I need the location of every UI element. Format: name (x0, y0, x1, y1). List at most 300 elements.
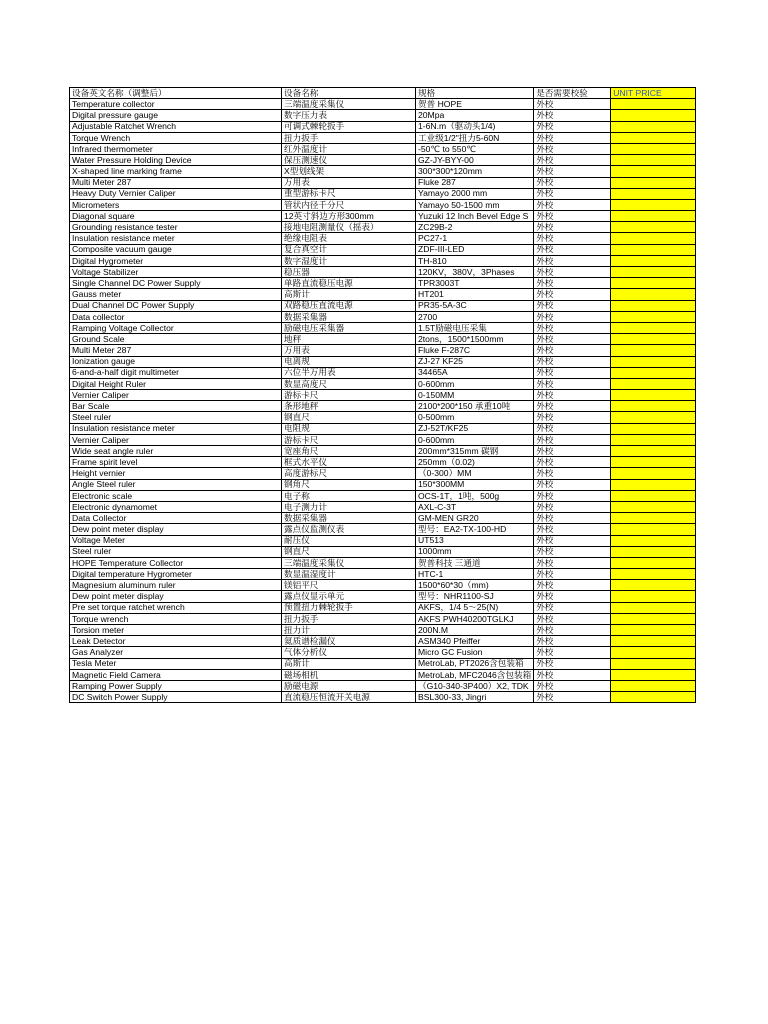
cell-spec[interactable]: 工业级1/2"扭力5-60N (416, 132, 534, 143)
cell-unit-price[interactable] (611, 457, 696, 468)
cell-spec[interactable]: Yuzuki 12 Inch Bevel Edge S (416, 211, 534, 222)
cell-calibration[interactable]: 外校 (534, 289, 611, 300)
cell-unit-price[interactable] (611, 199, 696, 210)
table-row (70, 535, 696, 546)
cell-spec[interactable]: UT513 (416, 535, 534, 546)
cell-calibration[interactable]: 外校 (534, 580, 611, 591)
cell-english-name[interactable]: Single Channel DC Power Supply (70, 278, 282, 289)
cell-spec[interactable]: -50℃ to 550℃ (416, 143, 534, 154)
cell-calibration[interactable]: 外校 (534, 557, 611, 568)
cell-calibration[interactable]: 外校 (534, 177, 611, 188)
cell-chinese-name[interactable]: 励磁电源 (282, 680, 416, 691)
cell-unit-price[interactable] (611, 378, 696, 389)
cell-unit-price[interactable] (611, 143, 696, 154)
cell-english-name[interactable]: Gas Analyzer (70, 647, 282, 658)
cell-unit-price[interactable] (611, 289, 696, 300)
cell-calibration[interactable]: 外校 (534, 155, 611, 166)
table-row (70, 468, 696, 479)
cell-unit-price[interactable] (611, 211, 696, 222)
cell-unit-price[interactable] (611, 569, 696, 580)
cell-spec[interactable]: PR35-5A-3C (416, 300, 534, 311)
cell-unit-price[interactable] (611, 267, 696, 278)
cell-spec[interactable]: ZDF-III-LED (416, 244, 534, 255)
cell-spec[interactable]: 20Mpa (416, 110, 534, 121)
cell-english-name[interactable]: Infrared thermometer (70, 143, 282, 154)
cell-calibration[interactable]: 外校 (534, 625, 611, 636)
table-row (70, 513, 696, 524)
cell-spec[interactable]: 120KV，380V，3Phases (416, 267, 534, 278)
cell-spec[interactable]: 250mm（0.02) (416, 457, 534, 468)
cell-calibration[interactable]: 外校 (534, 99, 611, 110)
table-row (70, 378, 696, 389)
cell-calibration[interactable]: 外校 (534, 244, 611, 255)
cell-calibration[interactable]: 外校 (534, 647, 611, 658)
cell-unit-price[interactable] (611, 423, 696, 434)
cell-english-name[interactable]: Water Pressure Holding Device (70, 155, 282, 166)
cell-unit-price[interactable] (611, 625, 696, 636)
cell-calibration[interactable]: 外校 (534, 412, 611, 423)
cell-calibration[interactable]: 外校 (534, 390, 611, 401)
cell-chinese-name[interactable]: 数显高度尺 (282, 378, 416, 389)
cell-calibration[interactable]: 外校 (534, 255, 611, 266)
table-row (70, 625, 696, 636)
cell-spec[interactable]: 0-600mm (416, 378, 534, 389)
cell-spec[interactable]: 型号：EA2-TX-100-HD (416, 524, 534, 535)
cell-unit-price[interactable] (611, 692, 696, 703)
cell-calibration[interactable]: 外校 (534, 591, 611, 602)
table-row (70, 490, 696, 501)
cell-spec[interactable]: GZ-JY-BYY-00 (416, 155, 534, 166)
cell-chinese-name[interactable]: 数据采集器 (282, 513, 416, 524)
table-row (70, 412, 696, 423)
cell-unit-price[interactable] (611, 356, 696, 367)
cell-english-name[interactable]: Grounding resistance tester (70, 222, 282, 233)
cell-calibration[interactable]: 外校 (534, 311, 611, 322)
cell-calibration[interactable]: 外校 (534, 110, 611, 121)
cell-calibration[interactable]: 外校 (534, 222, 611, 233)
cell-calibration[interactable]: 外校 (534, 300, 611, 311)
cell-chinese-name[interactable]: 露点仪显示单元 (282, 591, 416, 602)
cell-unit-price[interactable] (611, 602, 696, 613)
cell-chinese-name[interactable]: 三端温度采集仪 (282, 99, 416, 110)
cell-calibration[interactable]: 外校 (534, 143, 611, 154)
cell-unit-price[interactable] (611, 300, 696, 311)
cell-spec[interactable]: 1000mm (416, 546, 534, 557)
cell-english-name[interactable]: X-shaped line marking frame (70, 166, 282, 177)
cell-calibration[interactable]: 外校 (534, 211, 611, 222)
cell-unit-price[interactable] (611, 177, 696, 188)
table-row (70, 680, 696, 691)
cell-chinese-name[interactable]: 宽座角尺 (282, 446, 416, 457)
cell-unit-price[interactable] (611, 468, 696, 479)
header-chinese-name[interactable]: 设备名称 (282, 88, 416, 99)
cell-spec[interactable]: 1500*60*30（mm) (416, 580, 534, 591)
cell-chinese-name[interactable]: 单路直流稳压电源 (282, 278, 416, 289)
cell-calibration[interactable]: 外校 (534, 546, 611, 557)
cell-spec[interactable]: MetroLab, MFC2046含包装箱 (416, 669, 534, 680)
cell-spec[interactable]: 2tons，1500*1500mm (416, 334, 534, 345)
cell-spec[interactable]: ZC29B-2 (416, 222, 534, 233)
cell-spec[interactable]: 型号：NHR1100-SJ (416, 591, 534, 602)
cell-chinese-name[interactable]: 磁场相机 (282, 669, 416, 680)
cell-calibration[interactable]: 外校 (534, 535, 611, 546)
cell-spec[interactable]: 2700 (416, 311, 534, 322)
table-row (70, 211, 696, 222)
cell-unit-price[interactable] (611, 546, 696, 557)
cell-english-name[interactable]: Torsion meter (70, 625, 282, 636)
cell-unit-price[interactable] (611, 278, 696, 289)
table-row (70, 222, 696, 233)
cell-english-name[interactable]: Data collector (70, 311, 282, 322)
cell-unit-price[interactable] (611, 513, 696, 524)
cell-english-name[interactable]: DC Switch Power Supply (70, 692, 282, 703)
cell-spec[interactable]: 贺普科技 三通道 (416, 557, 534, 568)
cell-spec[interactable]: （G10-340-3P400）X2, TDK (416, 680, 534, 691)
cell-calibration[interactable]: 外校 (534, 692, 611, 703)
cell-calibration[interactable]: 外校 (534, 569, 611, 580)
table-row (70, 99, 696, 110)
table-row (70, 669, 696, 680)
cell-calibration[interactable]: 外校 (534, 367, 611, 378)
cell-english-name[interactable]: Electronic dynamomet (70, 501, 282, 512)
cell-unit-price[interactable] (611, 311, 696, 322)
cell-spec[interactable]: 0-150MM (416, 390, 534, 401)
cell-chinese-name[interactable]: 可调式棘轮扳手 (282, 121, 416, 132)
cell-english-name[interactable]: Torque wrench (70, 613, 282, 624)
cell-spec[interactable]: Micro GC Fusion (416, 647, 534, 658)
cell-calibration[interactable]: 外校 (534, 121, 611, 132)
cell-unit-price[interactable] (611, 188, 696, 199)
cell-chinese-name[interactable]: 扭力计 (282, 625, 416, 636)
table-row (70, 155, 696, 166)
cell-chinese-name[interactable]: 复合真空计 (282, 244, 416, 255)
cell-calibration[interactable]: 外校 (534, 490, 611, 501)
cell-unit-price[interactable] (611, 244, 696, 255)
cell-spec[interactable]: HTC-1 (416, 569, 534, 580)
cell-english-name[interactable]: Gauss meter (70, 289, 282, 300)
cell-chinese-name[interactable]: 预置扭力棘轮扳手 (282, 602, 416, 613)
cell-chinese-name[interactable]: 耐压仪 (282, 535, 416, 546)
header-row (70, 88, 696, 99)
cell-chinese-name[interactable]: 绝缘电阻表 (282, 233, 416, 244)
cell-spec[interactable]: 0-500mm (416, 412, 534, 423)
cell-unit-price[interactable] (611, 535, 696, 546)
table-row (70, 356, 696, 367)
cell-english-name[interactable]: Frame spirit level (70, 457, 282, 468)
cell-unit-price[interactable] (611, 110, 696, 121)
cell-english-name[interactable]: Torque Wrench (70, 132, 282, 143)
cell-spec[interactable]: AXL-C-3T (416, 501, 534, 512)
cell-unit-price[interactable] (611, 479, 696, 490)
cell-unit-price[interactable] (611, 345, 696, 356)
cell-english-name[interactable]: Diagonal square (70, 211, 282, 222)
cell-unit-price[interactable] (611, 636, 696, 647)
cell-english-name[interactable]: Ground Scale (70, 334, 282, 345)
cell-english-name[interactable]: Steel ruler (70, 412, 282, 423)
cell-spec[interactable]: 34465A (416, 367, 534, 378)
table-row (70, 334, 696, 345)
cell-chinese-name[interactable]: 条形地秤 (282, 401, 416, 412)
table-row (70, 300, 696, 311)
cell-english-name[interactable]: Data Collector (70, 513, 282, 524)
cell-chinese-name[interactable]: 电子测力计 (282, 501, 416, 512)
cell-spec[interactable]: OCS-1T，1吨，500g (416, 490, 534, 501)
cell-spec[interactable]: HT201 (416, 289, 534, 300)
cell-calibration[interactable]: 外校 (534, 501, 611, 512)
cell-calibration[interactable]: 外校 (534, 423, 611, 434)
cell-spec[interactable]: Yamayo 50-1500 mm (416, 199, 534, 210)
cell-spec[interactable]: ZJ-52T/KF25 (416, 423, 534, 434)
cell-calibration[interactable]: 外校 (534, 322, 611, 333)
cell-calibration[interactable]: 外校 (534, 479, 611, 490)
cell-unit-price[interactable] (611, 446, 696, 457)
cell-spec[interactable]: TPR3003T (416, 278, 534, 289)
cell-calibration[interactable]: 外校 (534, 680, 611, 691)
cell-english-name[interactable]: Voltage Stabilizer (70, 267, 282, 278)
cell-calibration[interactable]: 外校 (534, 199, 611, 210)
cell-english-name[interactable]: Magnetic Field Camera (70, 669, 282, 680)
cell-chinese-name[interactable]: 三端温度采集仪 (282, 557, 416, 568)
table-row (70, 423, 696, 434)
cell-chinese-name[interactable]: 六位半万用表 (282, 367, 416, 378)
cell-calibration[interactable]: 外校 (534, 188, 611, 199)
cell-spec[interactable]: PC27-1 (416, 233, 534, 244)
cell-english-name[interactable]: 6-and-a-half digit multimeter (70, 367, 282, 378)
cell-calibration[interactable]: 外校 (534, 613, 611, 624)
cell-chinese-name[interactable]: 万用表 (282, 345, 416, 356)
cell-english-name[interactable]: Multi Meter 287 (70, 345, 282, 356)
table-row (70, 166, 696, 177)
cell-unit-price[interactable] (611, 334, 696, 345)
cell-english-name[interactable]: Adjustable Ratchet Wrench (70, 121, 282, 132)
cell-english-name[interactable]: Wide seat angle ruler (70, 446, 282, 457)
cell-chinese-name[interactable]: 保压测速仪 (282, 155, 416, 166)
cell-english-name[interactable]: Composite vacuum gauge (70, 244, 282, 255)
cell-spec[interactable]: AKFS，1/4 5～25(N) (416, 602, 534, 613)
cell-english-name[interactable]: Vernier Caliper (70, 434, 282, 445)
cell-calibration[interactable]: 外校 (534, 345, 611, 356)
cell-chinese-name[interactable]: 气体分析仪 (282, 647, 416, 658)
cell-chinese-name[interactable]: 扭力扳手 (282, 613, 416, 624)
cell-spec[interactable]: ZJ-27 KF25 (416, 356, 534, 367)
cell-english-name[interactable]: Digital temperature Hygrometer (70, 569, 282, 580)
cell-spec[interactable]: Fluke F-287C (416, 345, 534, 356)
cell-chinese-name[interactable]: 励磁电压采集器 (282, 322, 416, 333)
cell-spec[interactable]: 200mm*315mm 碳钢 (416, 446, 534, 457)
cell-calibration[interactable]: 外校 (534, 602, 611, 613)
table-row (70, 322, 696, 333)
cell-chinese-name[interactable]: 电离规 (282, 356, 416, 367)
header-calibration[interactable]: 是否需要校验 (534, 88, 611, 99)
cell-chinese-name[interactable]: 高斯计 (282, 289, 416, 300)
cell-unit-price[interactable] (611, 390, 696, 401)
cell-spec[interactable]: AKFS PWH40200TGLKJ (416, 613, 534, 624)
cell-calibration[interactable]: 外校 (534, 233, 611, 244)
cell-english-name[interactable]: Heavy Duty Vernier Caliper (70, 188, 282, 199)
cell-chinese-name[interactable]: 框式水平仪 (282, 457, 416, 468)
cell-unit-price[interactable] (611, 233, 696, 244)
cell-unit-price[interactable] (611, 669, 696, 680)
cell-english-name[interactable]: Insulation resistance meter (70, 423, 282, 434)
cell-english-name[interactable]: Digital Height Ruler (70, 378, 282, 389)
header-english-name[interactable]: 设备英文名称（调整后） (70, 88, 282, 99)
cell-chinese-name[interactable]: 管状内径千分尺 (282, 199, 416, 210)
cell-unit-price[interactable] (611, 434, 696, 445)
cell-chinese-name[interactable]: 直流稳压恒流开关电源 (282, 692, 416, 703)
cell-english-name[interactable]: Voltage Meter (70, 535, 282, 546)
cell-english-name[interactable]: Vernier Caliper (70, 390, 282, 401)
cell-unit-price[interactable] (611, 322, 696, 333)
cell-unit-price[interactable] (611, 367, 696, 378)
cell-calibration[interactable]: 外校 (534, 513, 611, 524)
cell-unit-price[interactable] (611, 557, 696, 568)
cell-chinese-name[interactable]: 露点仪监测仪表 (282, 524, 416, 535)
cell-unit-price[interactable] (611, 591, 696, 602)
cell-spec[interactable]: ASM340 Pfeiffer (416, 636, 534, 647)
cell-chinese-name[interactable]: 扭力扳手 (282, 132, 416, 143)
cell-chinese-name[interactable]: 万用表 (282, 177, 416, 188)
cell-chinese-name[interactable]: 高斯计 (282, 658, 416, 669)
cell-english-name[interactable]: Angle Steel ruler (70, 479, 282, 490)
cell-calibration[interactable]: 外校 (534, 166, 611, 177)
cell-english-name[interactable]: Magnesium aluminum ruler (70, 580, 282, 591)
cell-chinese-name[interactable]: 稳压器 (282, 267, 416, 278)
cell-spec[interactable]: 1.5T励磁电压采集 (416, 322, 534, 333)
cell-chinese-name[interactable]: 镁铝平尺 (282, 580, 416, 591)
cell-chinese-name[interactable]: 重型游标卡尺 (282, 188, 416, 199)
cell-calibration[interactable]: 外校 (534, 278, 611, 289)
cell-chinese-name[interactable]: 电子称 (282, 490, 416, 501)
cell-unit-price[interactable] (611, 524, 696, 535)
cell-calibration[interactable]: 外校 (534, 401, 611, 412)
cell-spec[interactable]: Yamayo 2000 mm (416, 188, 534, 199)
cell-calibration[interactable]: 外校 (534, 378, 611, 389)
cell-chinese-name[interactable]: 钢直尺 (282, 546, 416, 557)
cell-unit-price[interactable] (611, 132, 696, 143)
cell-calibration[interactable]: 外校 (534, 669, 611, 680)
cell-english-name[interactable]: Electronic scale (70, 490, 282, 501)
cell-chinese-name[interactable]: 数据采集器 (282, 311, 416, 322)
cell-chinese-name[interactable]: 地秤 (282, 334, 416, 345)
header-spec[interactable]: 规格 (416, 88, 534, 99)
cell-chinese-name[interactable]: 游标卡尺 (282, 434, 416, 445)
cell-chinese-name[interactable]: 氦质谱检漏仪 (282, 636, 416, 647)
cell-unit-price[interactable] (611, 121, 696, 132)
table-row (70, 367, 696, 378)
cell-english-name[interactable]: Leak Detector (70, 636, 282, 647)
cell-chinese-name[interactable]: 红外温度计 (282, 143, 416, 154)
cell-unit-price[interactable] (611, 166, 696, 177)
cell-spec[interactable]: MetroLab, PT2026含包装箱 (416, 658, 534, 669)
cell-spec[interactable]: GM-MEN GR20 (416, 513, 534, 524)
cell-english-name[interactable]: Multi Meter 287 (70, 177, 282, 188)
cell-chinese-name[interactable]: 接地电阻测量仪（摇表） (282, 222, 416, 233)
cell-unit-price[interactable] (611, 412, 696, 423)
cell-unit-price[interactable] (611, 255, 696, 266)
cell-calibration[interactable]: 外校 (534, 524, 611, 535)
cell-spec[interactable]: Fluke 287 (416, 177, 534, 188)
cell-chinese-name[interactable]: 钢直尺 (282, 412, 416, 423)
cell-calibration[interactable]: 外校 (534, 457, 611, 468)
cell-spec[interactable]: 2100*200*150 承重10吨 (416, 401, 534, 412)
cell-english-name[interactable]: Steel ruler (70, 546, 282, 557)
table-row (70, 143, 696, 154)
cell-english-name[interactable]: Bar Scale (70, 401, 282, 412)
cell-calibration[interactable]: 外校 (534, 434, 611, 445)
cell-english-name[interactable]: Dual Channel DC Power Supply (70, 300, 282, 311)
cell-english-name[interactable]: Micrometers (70, 199, 282, 210)
cell-english-name[interactable]: Temperature collector (70, 99, 282, 110)
cell-english-name[interactable]: Insulation resistance meter (70, 233, 282, 244)
cell-spec[interactable]: 1-6N.m（驱动头1/4) (416, 121, 534, 132)
cell-spec[interactable]: 贺普 HOPE (416, 99, 534, 110)
cell-chinese-name[interactable]: X型划线架 (282, 166, 416, 177)
cell-unit-price[interactable] (611, 580, 696, 591)
table-row (70, 110, 696, 121)
cell-english-name[interactable]: Ramping Power Supply (70, 680, 282, 691)
header-unit-price[interactable]: UNIT PRICE (611, 88, 696, 99)
cell-chinese-name[interactable]: 数显温湿度计 (282, 569, 416, 580)
cell-chinese-name[interactable]: 游标卡尺 (282, 390, 416, 401)
cell-english-name[interactable]: Digital Hygrometer (70, 255, 282, 266)
cell-chinese-name[interactable]: 12英寸斜边方形300mm (282, 211, 416, 222)
cell-unit-price[interactable] (611, 680, 696, 691)
cell-unit-price[interactable] (611, 99, 696, 110)
cell-calibration[interactable]: 外校 (534, 334, 611, 345)
cell-unit-price[interactable] (611, 501, 696, 512)
cell-unit-price[interactable] (611, 613, 696, 624)
cell-english-name[interactable]: Digital pressure gauge (70, 110, 282, 121)
cell-chinese-name[interactable]: 数字湿度计 (282, 255, 416, 266)
cell-english-name[interactable]: HOPE Temperature Collector (70, 557, 282, 568)
cell-unit-price[interactable] (611, 401, 696, 412)
cell-calibration[interactable]: 外校 (534, 468, 611, 479)
table-row (70, 658, 696, 669)
cell-chinese-name[interactable]: 数字压力表 (282, 110, 416, 121)
cell-english-name[interactable]: Pre set torque ratchet wrench (70, 602, 282, 613)
cell-calibration[interactable]: 外校 (534, 658, 611, 669)
cell-unit-price[interactable] (611, 647, 696, 658)
cell-chinese-name[interactable]: 钢角尺 (282, 479, 416, 490)
cell-english-name[interactable]: Height vernier (70, 468, 282, 479)
cell-english-name[interactable]: Dew point meter display (70, 591, 282, 602)
cell-english-name[interactable]: Ramping Voltage Collector (70, 322, 282, 333)
cell-unit-price[interactable] (611, 658, 696, 669)
cell-calibration[interactable]: 外校 (534, 132, 611, 143)
cell-calibration[interactable]: 外校 (534, 636, 611, 647)
cell-chinese-name[interactable]: 高度游标尺 (282, 468, 416, 479)
cell-english-name[interactable]: Tesla Meter (70, 658, 282, 669)
table-row (70, 557, 696, 568)
cell-spec[interactable]: 200N.M (416, 625, 534, 636)
cell-calibration[interactable]: 外校 (534, 267, 611, 278)
cell-spec[interactable]: BSL300-33, Jingri (416, 692, 534, 703)
cell-spec[interactable]: 300*300*120mm (416, 166, 534, 177)
cell-calibration[interactable]: 外校 (534, 446, 611, 457)
cell-calibration[interactable]: 外校 (534, 356, 611, 367)
cell-spec[interactable]: 150*300MM (416, 479, 534, 490)
cell-english-name[interactable]: Ionization gauge (70, 356, 282, 367)
cell-spec[interactable]: TH-810 (416, 255, 534, 266)
cell-unit-price[interactable] (611, 490, 696, 501)
cell-chinese-name[interactable]: 电阻规 (282, 423, 416, 434)
cell-spec[interactable]: 0-600mm (416, 434, 534, 445)
cell-chinese-name[interactable]: 双路稳压直流电源 (282, 300, 416, 311)
cell-spec[interactable]: （0-300）MM (416, 468, 534, 479)
cell-unit-price[interactable] (611, 155, 696, 166)
cell-english-name[interactable]: Dew point meter display (70, 524, 282, 535)
cell-unit-price[interactable] (611, 222, 696, 233)
